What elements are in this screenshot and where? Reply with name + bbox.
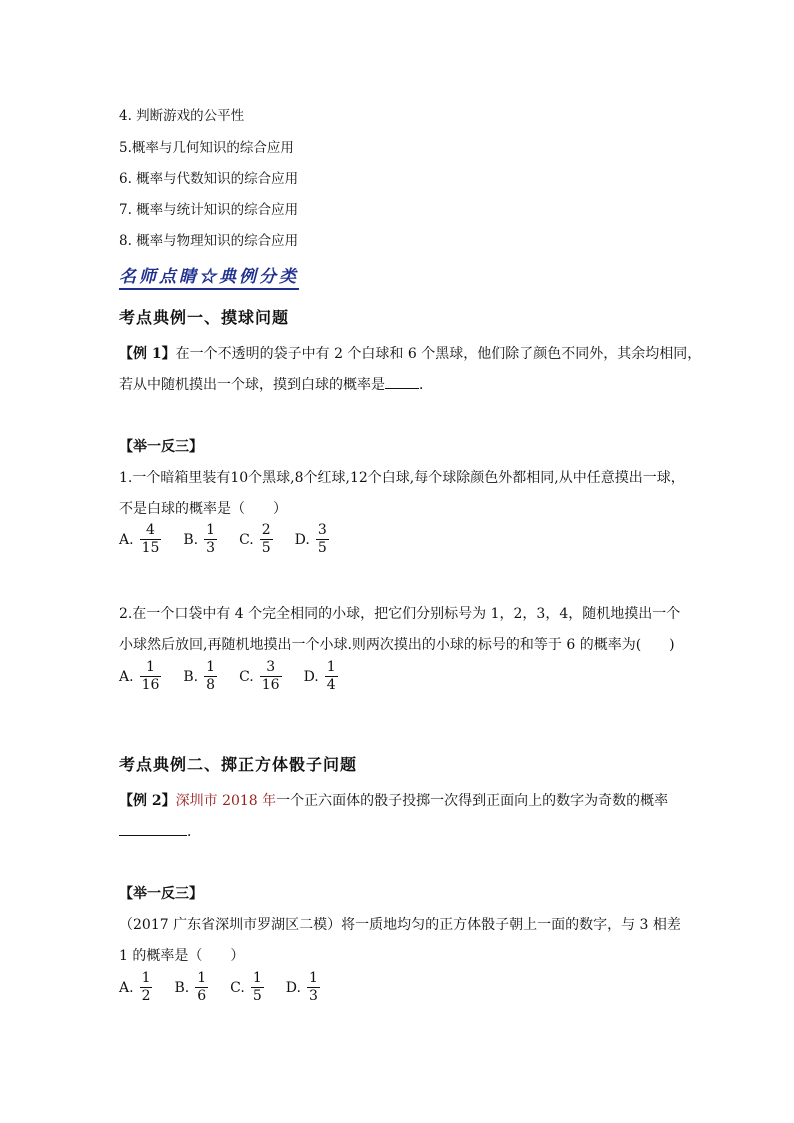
example-2-line-2 [119, 821, 201, 841]
fraction: $\frac{1}{5}$ [252, 970, 262, 1004]
list-item: 4. 判断游戏的公平性 [119, 108, 245, 124]
choice-a: A. $\frac{4}{15}$ [119, 522, 160, 556]
list-item: 7. 概率与统计知识的综合应用 [119, 202, 299, 218]
fraction: $\frac{4}{15}$ [141, 522, 160, 556]
example-text: 一个正六面体的骰子投掷一次得到正面向上的数字为奇数的概率 [276, 793, 669, 809]
question-line: 不是白球的概率是（ ） [119, 501, 287, 517]
example-text: 若从中随机摸出一个球，摸到白球的概率是 [119, 377, 385, 393]
answer-choices [119, 970, 320, 1005]
fraction: $\frac{1}{6}$ [197, 970, 207, 1004]
answer-choices [119, 659, 338, 694]
example-end: ． [187, 824, 201, 840]
question-line: 1.一个暗箱里装有10个黑球,8个红球,12个白球,每个球除颜色外都相同,从中任意摸出一球， [119, 470, 685, 486]
fraction: $\frac{1}{3}$ [206, 522, 216, 556]
example-1-line-1 [119, 343, 701, 363]
fraction: $\frac{1}{8}$ [206, 659, 216, 693]
fraction: $\frac{1}{4}$ [326, 659, 336, 693]
list-item: 8. 概率与物理知识的综合应用 [119, 233, 299, 249]
list-item: 5.概率与几何知识的综合应用 [119, 140, 294, 156]
example-text: 在一个不透明的袋子中有 2 个白球和 6 个黑球，他们除了颜色不同外，其余均相同， [175, 346, 702, 362]
example-1-line-2 [119, 374, 433, 394]
practice-tag: 【举一反三】 [119, 886, 203, 902]
choice-c: C. $\frac{1}{5}$ [230, 970, 262, 1004]
choice-d: D. $\frac{1}{4}$ [303, 659, 336, 693]
choice-a: A. $\frac{1}{16}$ [119, 659, 160, 693]
choice-d: D. $\frac{3}{5}$ [294, 522, 327, 556]
choice-a: A. $\frac{1}{2}$ [119, 970, 151, 1004]
list-item: 6. 概率与代数知识的综合应用 [119, 171, 299, 187]
example-2-line-1 [119, 790, 668, 810]
question-line: （2017 广东省深圳市罗湖区二模）将一质地均匀的正方体骰子朝上一面的数字，与 3 相差 [119, 917, 681, 933]
answer-blank [385, 374, 419, 389]
section-title-1: 考点典例一、摸球问题 [119, 308, 290, 327]
fraction: $\frac{1}{16}$ [141, 659, 160, 693]
fraction: $\frac{3}{5}$ [317, 522, 327, 556]
question-line: 2.在一个口袋中有 4 个完全相同的小球，把它们分别标号为 1，2，3，4，随机地摸出一个 [119, 606, 681, 622]
choice-d: D. $\frac{1}{3}$ [285, 970, 318, 1004]
section-banner: 名师点睛☆典例分类 [119, 262, 299, 290]
fraction: $\frac{3}{16}$ [261, 659, 280, 693]
choice-c: C. $\frac{2}{5}$ [239, 522, 271, 556]
answer-choices [119, 522, 329, 557]
answer-blank [119, 821, 187, 836]
fraction: $\frac{2}{5}$ [261, 522, 271, 556]
question-line: 小球然后放回,再随机地摸出一个小球.则两次摸出的小球的标号的和等于 6 的概率为( ) [119, 637, 675, 653]
choice-b: B. $\frac{1}{6}$ [174, 970, 207, 1004]
example-end: ． [419, 377, 433, 393]
choice-c: C. $\frac{3}{16}$ [239, 659, 280, 693]
example-source: 深圳市 2018 年 [175, 793, 277, 809]
practice-tag: 【举一反三】 [119, 439, 203, 455]
section-title-2: 考点典例二、掷正方体骰子问题 [119, 755, 358, 774]
choice-b: B. $\frac{1}{3}$ [183, 522, 216, 556]
example-tag: 【例 2】 [119, 793, 176, 809]
fraction: $\frac{1}{3}$ [308, 970, 318, 1004]
fraction: $\frac{1}{2}$ [141, 970, 151, 1004]
example-tag: 【例 1】 [119, 346, 176, 362]
choice-b: B. $\frac{1}{8}$ [183, 659, 216, 693]
question-line: 1 的概率是（ ） [119, 948, 245, 964]
